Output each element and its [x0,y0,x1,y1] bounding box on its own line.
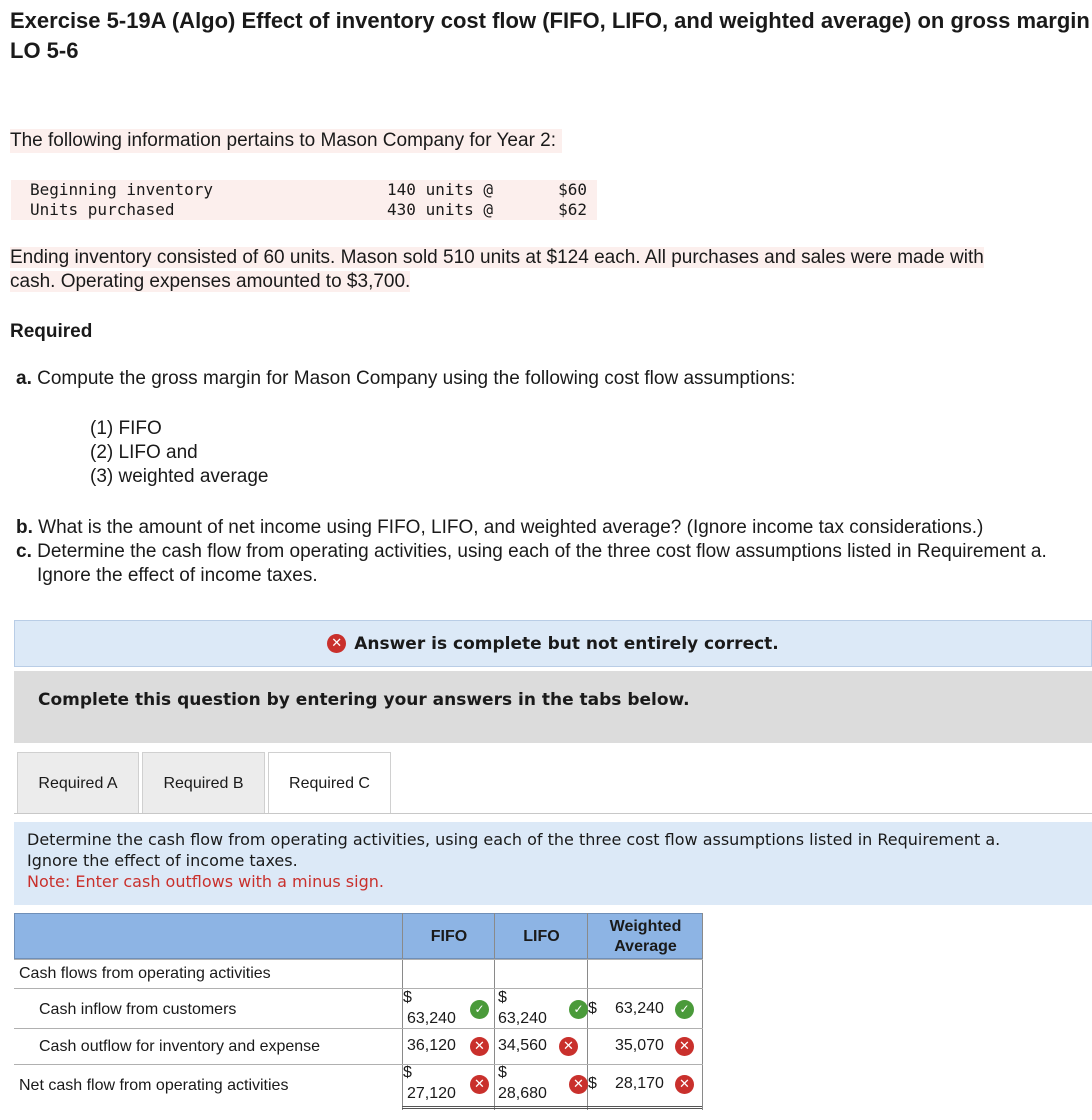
lifo-net-input[interactable] [495,1065,586,1105]
incorrect-icon: ✕ [675,1037,694,1056]
inventory-price: $60 [499,180,597,200]
cost-flow-list [90,417,269,489]
inventory-label: Beginning inventory [11,180,240,200]
paragraph-line: cash. Operating expenses amounted to $3,700. [10,271,411,292]
requirement-text: Determine the cash flow from operating activities, using each of the three cost flow assumptions listed in Requirement a. Ignore the effect of income taxes. [37,541,1047,586]
cell-value: 63,240 [615,1000,664,1017]
section-label: Cash flows from operating activities [19,965,271,982]
dollar-sign: $ [498,989,507,1006]
requirement-a [16,367,795,391]
lifo-inflow-input[interactable] [495,990,586,1028]
question-panel [14,822,1092,905]
inventory-units: 140 units @ [240,180,499,200]
requirement-letter: a. [16,368,32,389]
header-weighted-average [588,914,703,960]
incorrect-icon: ✕ [559,1037,578,1056]
header-fifo: FIFO [430,928,468,945]
requirement-letter: b. [16,517,33,538]
panel-text: Determine the cash flow from operating activities, using each of the three cost flow assumptions listed in Requirement a. [27,830,1001,849]
dollar-sign: $ [403,1064,412,1081]
dollar-sign: $ [588,1075,597,1092]
cell-value: 27,120 [407,1085,456,1102]
list-item: (3) weighted average [90,466,269,487]
wa-net-input[interactable] [588,1065,702,1105]
page-title: Exercise 5-19A (Algo) Effect of inventory cost flow (FIFO, LIFO, and weighted average) on gross margin LO 5-6 [10,8,1090,63]
inventory-units: 430 units @ [240,200,499,220]
incorrect-icon: ✕ [470,1037,489,1056]
tab-required-a[interactable]: Required A [17,752,139,814]
tab-required-c[interactable]: Required C [268,752,391,814]
dollar-sign: $ [498,1064,507,1081]
double-underline [402,1106,702,1109]
requirement-letter: c. [16,541,32,562]
table-header [14,913,703,959]
tab-required-b[interactable]: Required B [142,752,265,814]
answer-status-banner [14,620,1092,667]
dollar-sign: $ [403,989,412,1006]
cell-value: 28,170 [615,1075,664,1092]
banner-text: Answer is complete but not entirely correct. [354,633,779,654]
intro-text: The following information pertains to Mason Company for Year 2: [10,129,562,153]
wa-outflow-input[interactable] [588,1029,702,1063]
requirement-c [16,540,1090,588]
panel-text: Ignore the effect of income taxes. [27,851,298,870]
cell-value: 63,240 [498,1010,547,1027]
requirement-text: Compute the gross margin for Mason Company using the following cost flow assumptions: [37,368,796,389]
correct-icon: ✓ [470,1000,489,1019]
cell-value: 34,560 [498,1037,547,1054]
requirement-b [16,516,1090,540]
cell-value: 35,070 [615,1037,664,1054]
requirements-bc [16,516,1090,588]
lifo-outflow-input[interactable] [495,1029,586,1063]
cell-value: 63,240 [407,1010,456,1027]
incorrect-icon: ✕ [327,634,346,653]
problem-paragraph [10,246,1090,294]
wa-inflow-input[interactable] [588,990,702,1028]
correct-icon: ✓ [675,1000,694,1019]
required-heading: Required [10,321,93,342]
fifo-inflow-input[interactable] [403,990,493,1028]
cell-value: 28,680 [498,1085,547,1102]
incorrect-icon: ✕ [675,1075,694,1094]
tab-divider [14,813,1092,814]
list-item: (2) LIFO and [90,442,198,463]
dollar-sign: $ [588,1000,597,1017]
row-label: Cash outflow for inventory and expense [39,1038,321,1055]
header-text: Weighted [609,918,682,935]
inventory-price: $62 [499,200,597,220]
incorrect-icon: ✕ [470,1075,489,1094]
cell-value: 36,120 [407,1037,456,1054]
panel-note: Note: Enter cash outflows with a minus sign. [27,872,384,891]
requirement-text: What is the amount of net income using FIFO, LIFO, and weighted average? (Ignore income tax considerations.) [38,517,984,538]
fifo-outflow-input[interactable] [403,1029,493,1063]
header-lifo: LIFO [523,928,560,945]
paragraph-line: Ending inventory consisted of 60 units. Mason sold 510 units at $124 each. All purchases and sales were made with [10,247,984,268]
correct-icon: ✓ [569,1000,588,1019]
row-label: Cash inflow from customers [39,1001,237,1018]
inventory-label: Units purchased [11,200,240,220]
list-item: (1) FIFO [90,418,162,439]
incorrect-icon: ✕ [569,1075,588,1094]
row-label: Net cash flow from operating activities [19,1077,289,1094]
fifo-net-input[interactable] [403,1065,493,1105]
header-text: Average [614,938,677,955]
instruction-bar: Complete this question by entering your answers in the tabs below. [14,671,1092,743]
